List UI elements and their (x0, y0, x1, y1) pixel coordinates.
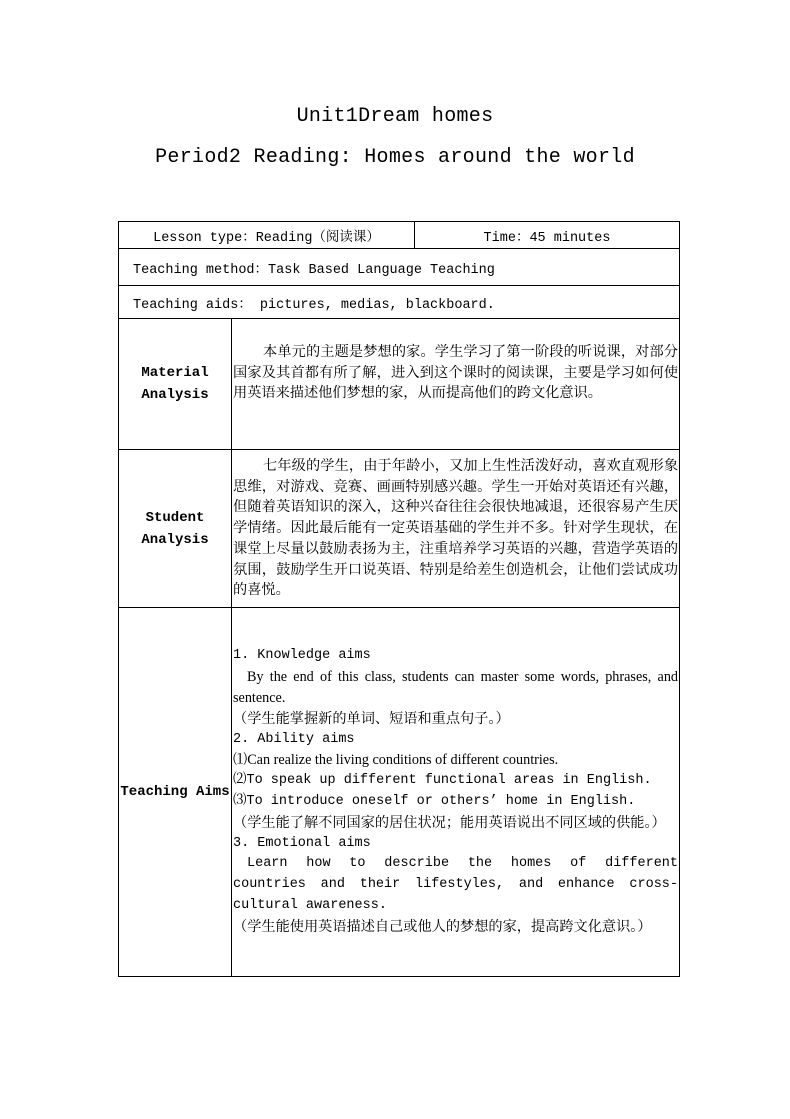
student-analysis-text: 七年级的学生，由于年龄小，又加上生性活泼好动，喜欢直观形象思维，对游戏、竞赛、画画特别感兴趣。学生一开始对英语还有兴趣，但随着英语知识的深入，这种兴奋往往会很快地减退，还很容易产生厌学情绪。因此最后能有一定英语基础的学生并不多。针对学生现状，在课堂上尽量以鼓励表扬为主，注重培养学习英语的兴趣，营造学英语的氛围，鼓励学生开口说英语、特别是给差生创造机会，让他们尝试成功的喜悦。 (232, 450, 680, 608)
emotional-aims-heading: 3. Emotional aims (233, 835, 371, 851)
teaching-method-row (119, 249, 680, 286)
ability-aim-2: ⑵To speak up different functional areas in English. (233, 773, 652, 789)
emotional-aims-cn: （学生能使用英语描述自己或他人的梦想的家，提高跨文化意识。） (233, 918, 652, 935)
material-analysis-label: Material Analysis (119, 319, 232, 450)
teaching-aims-content (232, 608, 680, 977)
time-cell: Time：45 minutes (415, 222, 680, 249)
ability-aim-3: ⑶To introduce oneself or others’ home in English. (233, 794, 636, 809)
material-analysis-row (119, 319, 680, 450)
teaching-aims-label: Teaching Aims (119, 608, 232, 977)
ability-aims-cn: （学生能了解不同国家的居住状况；能用英语说出不同区域的供能。） (233, 814, 666, 831)
material-analysis-text: 本单元的主题是梦想的家。学生学习了第一阶段的听说课，对部分国家及其首都有所了解，进入到这个课时的阅读课，主要是学习如何使用英语来描述他们梦想的家，从而提高他们的跨文化意识。 (232, 319, 680, 450)
lesson-type-row (119, 222, 680, 249)
document-subtitle: Period2 Reading: Homes around the world (155, 146, 635, 169)
student-analysis-label: Student Analysis (119, 450, 232, 608)
document-title: Unit1Dream homes (296, 105, 494, 128)
lesson-type-cell: Lesson type：Reading（阅读课） (119, 222, 415, 249)
knowledge-aims-heading: 1. Knowledge aims (233, 648, 371, 664)
lesson-plan-table (118, 221, 680, 977)
knowledge-aims-text: By the end of this class, students can master some words, phrases, and sentence. (233, 669, 679, 707)
ability-aim-1: ⑴Can realize the living conditions of different countries. (233, 752, 559, 769)
teaching-aids-row (119, 286, 680, 319)
emotional-aims-text: Learn how to describe the homes of different countries and their lifestyles, and enhance cross-cultural awareness. (233, 856, 679, 913)
teaching-aims-row (119, 608, 680, 977)
teaching-method-cell: Teaching method：Task Based Language Teaching (119, 249, 680, 286)
student-analysis-row (119, 450, 680, 608)
knowledge-aims-cn: （学生能掌握新的单词、短语和重点句子。） (233, 710, 510, 727)
teaching-aids-cell: Teaching aids： pictures, medias, blackboard. (119, 286, 680, 319)
ability-aims-heading: 2. Ability aims (233, 731, 355, 747)
